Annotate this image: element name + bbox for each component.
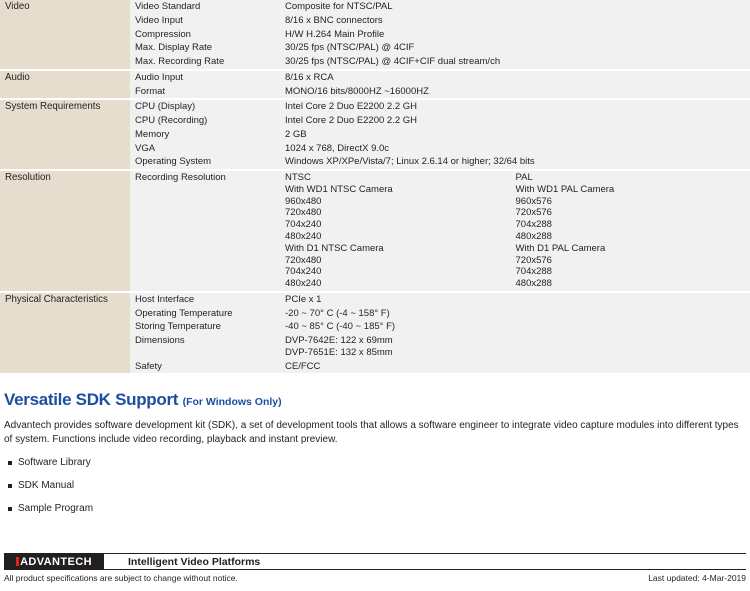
sdk-heading xyxy=(4,390,746,410)
spec-key: Video Input xyxy=(130,14,280,28)
spec-key: Format xyxy=(130,85,280,99)
list-item: SDK Manual xyxy=(18,480,746,492)
spec-key: Video Standard xyxy=(130,0,280,14)
resolution-line: 720x576 xyxy=(515,254,552,266)
logo-text xyxy=(16,556,92,568)
spec-key: Storing Temperature xyxy=(130,320,280,334)
resolution-line: 704x288 xyxy=(515,219,552,231)
spec-key: VGA xyxy=(130,142,280,156)
spec-value: PCIe x 1 xyxy=(280,293,750,307)
spec-value: 8/16 x RCA xyxy=(280,71,750,85)
spec-value: MONO/16 bits/8000HZ ~16000HZ xyxy=(280,85,750,99)
resolution-line: 480x240 xyxy=(285,231,322,243)
logo-wordmark: ADVANTECH xyxy=(20,555,92,568)
spec-key: Max. Display Rate xyxy=(130,41,280,55)
spec-value: H/W H.264 Main Profile xyxy=(280,28,750,42)
spec-value-dimensions xyxy=(280,334,750,360)
spec-key: CPU (Display) xyxy=(130,100,280,114)
sdk-subtitle: (For Windows Only) xyxy=(182,396,282,409)
sdk-support-section xyxy=(4,390,746,515)
footer-tagline: Intelligent Video Platforms xyxy=(128,555,261,568)
spec-value: 8/16 x BNC connectors xyxy=(280,14,750,28)
resolution-line: 960x480 xyxy=(285,195,322,207)
spec-value: -40 ~ 85° C (-40 ~ 185° F) xyxy=(280,320,750,334)
spec-category-audio: Audio xyxy=(0,71,130,99)
spec-key: CPU (Recording) xyxy=(130,114,280,128)
resolution-line: 704x240 xyxy=(285,266,322,278)
footer-disclaimer: All product specifications are subject to change without notice. xyxy=(4,573,238,583)
spec-key: Operating System xyxy=(130,155,280,169)
spec-value: CE/FCC xyxy=(280,360,750,374)
resolution-line: With D1 PAL Camera xyxy=(515,242,606,254)
resolution-line: 704x288 xyxy=(515,266,552,278)
spec-value: Intel Core 2 Duo E2200 2.2 GH xyxy=(280,100,750,114)
spec-key: Safety xyxy=(130,360,280,374)
spec-key: Operating Temperature xyxy=(130,307,280,321)
sdk-paragraph: Advantech provides software development kit (SDK), a set of development tools that allows a software engineer to integrate video capture modules into different types of system. Functions include video recording, playback and instant preview. xyxy=(4,420,739,445)
resolution-line: 704x240 xyxy=(285,219,322,231)
table-row-resolution xyxy=(0,171,750,291)
footer-last-updated: Last updated: 4-Mar-2019 xyxy=(648,573,746,583)
table-row xyxy=(0,100,750,114)
spec-value: 30/25 fps (NTSC/PAL) @ 4CIF xyxy=(280,41,750,55)
footer-bar xyxy=(4,553,746,570)
spec-key: Memory xyxy=(130,128,280,142)
spec-value: 1024 x 768, DirectX 9.0c xyxy=(280,142,750,156)
logo-red-bar-icon xyxy=(16,557,19,566)
resolution-line: PAL xyxy=(515,172,533,184)
footer-note xyxy=(4,573,746,583)
dimension-line: DVP-7642E: 122 x 69mm xyxy=(285,335,393,347)
spec-key: Compression xyxy=(130,28,280,42)
resolution-line: 480x288 xyxy=(515,278,552,290)
spec-value: Composite for NTSC/PAL xyxy=(280,0,750,14)
spec-value-resolution xyxy=(280,171,750,291)
resolution-line: 480x288 xyxy=(515,231,552,243)
resolution-line: NTSC xyxy=(285,172,311,184)
resolution-line: 480x240 xyxy=(285,278,322,290)
resolution-line: 960x576 xyxy=(515,195,552,207)
advantech-logo xyxy=(4,554,104,569)
resolution-pal-column xyxy=(516,172,747,290)
spec-category-resolution: Resolution xyxy=(0,171,130,291)
spec-key: Recording Resolution xyxy=(130,171,280,291)
spec-value: Windows XP/XPe/Vista/7; Linux 2.6.14 or higher; 32/64 bits xyxy=(280,155,750,169)
list-item: Sample Program xyxy=(18,503,746,515)
resolution-line: With WD1 NTSC Camera xyxy=(285,183,393,195)
table-row xyxy=(0,71,750,85)
table-row xyxy=(0,293,750,307)
dimension-lines xyxy=(285,335,746,359)
spec-key: Audio Input xyxy=(130,71,280,85)
spec-value: 30/25 fps (NTSC/PAL) @ 4CIF+CIF dual stream/ch xyxy=(280,55,750,69)
resolution-line: 720x480 xyxy=(285,207,322,219)
sdk-title: Versatile SDK Support xyxy=(4,390,179,410)
spec-category-physical-characteristics: Physical Characteristics xyxy=(0,293,130,374)
spec-value: -20 ~ 70° C (-4 ~ 158° F) xyxy=(280,307,750,321)
dimension-line: DVP-7651E: 132 x 85mm xyxy=(285,346,393,358)
spec-key: Max. Recording Rate xyxy=(130,55,280,69)
spec-key: Host Interface xyxy=(130,293,280,307)
table-row xyxy=(0,0,750,14)
spec-category-system-requirements: System Requirements xyxy=(0,100,130,169)
resolution-columns xyxy=(285,172,746,290)
resolution-line: With WD1 PAL Camera xyxy=(515,183,615,195)
spec-value: 2 GB xyxy=(280,128,750,142)
list-item: Software Library xyxy=(18,457,746,469)
spec-category-video: Video xyxy=(0,0,130,69)
spec-key: Dimensions xyxy=(130,334,280,360)
resolution-line: 720x576 xyxy=(515,207,552,219)
sdk-feature-list xyxy=(4,457,746,515)
resolution-ntsc-column xyxy=(285,172,516,290)
resolution-line: With D1 NTSC Camera xyxy=(285,242,384,254)
page-footer xyxy=(4,553,746,583)
spec-value: Intel Core 2 Duo E2200 2.2 GH xyxy=(280,114,750,128)
resolution-line: 720x480 xyxy=(285,254,322,266)
